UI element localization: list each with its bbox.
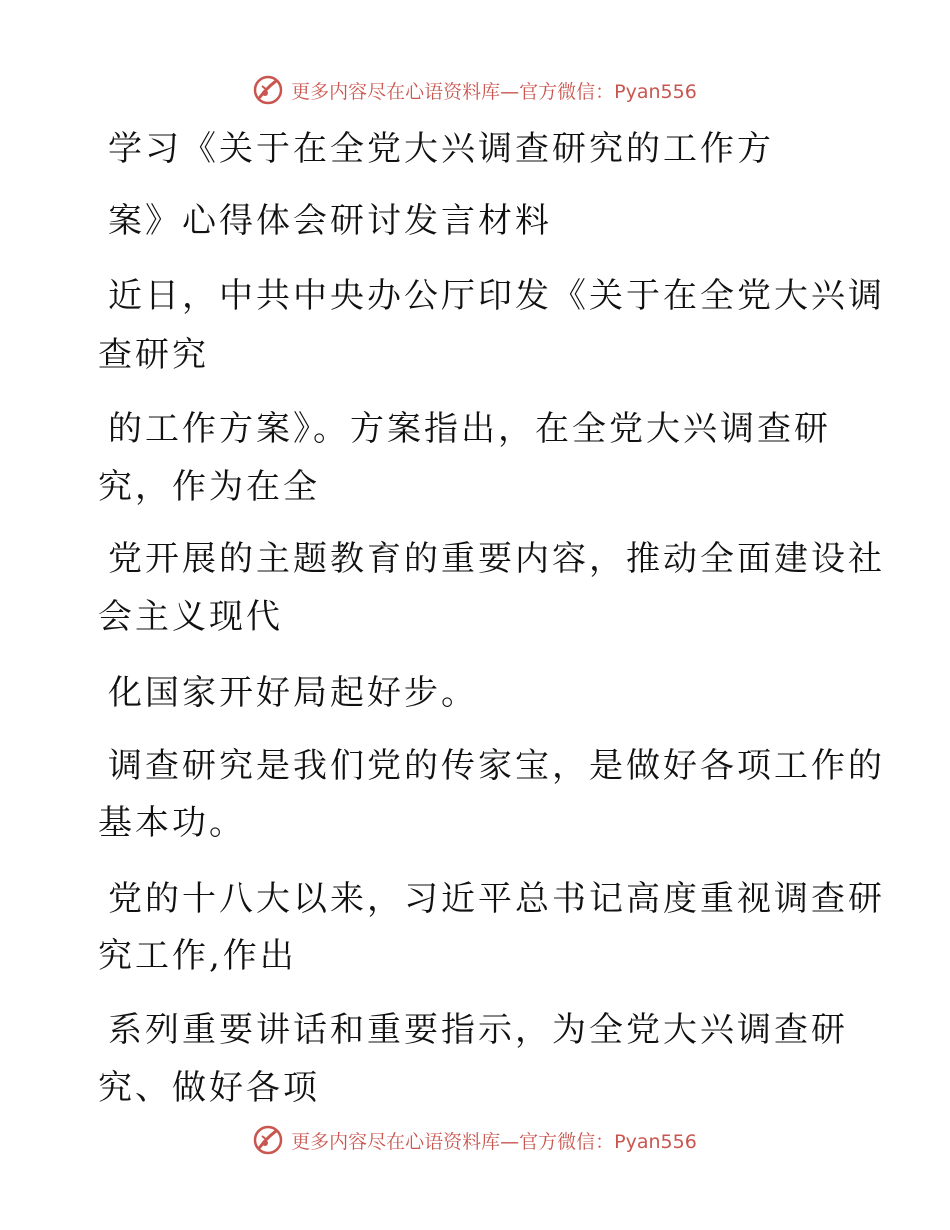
doc-line-6: 究，作为在全 <box>98 467 320 507</box>
doc-line-14: 系列重要讲话和重要指示，为全党大兴调查研 <box>108 1010 848 1050</box>
doc-line-4: 查研究 <box>98 335 209 375</box>
doc-line-10: 调查研究是我们党的传家宝，是做好各项工作的 <box>108 746 885 786</box>
doc-line-15: 究、做好各项 <box>98 1068 320 1108</box>
doc-line-8: 会主义现代 <box>98 597 283 637</box>
doc-line-9: 化国家开好局起好步。 <box>108 673 478 713</box>
doc-line-5: 的工作方案》。方案指出，在全党大兴调查研 <box>108 409 831 449</box>
doc-line-3: 近日，中共中央办公厅印发《关于在全党大兴调 <box>108 276 885 316</box>
doc-line-12: 党的十八大以来，习近平总书记高度重视调查研 <box>108 879 885 919</box>
doc-line-2: 案》心得体会研讨发言材料 <box>108 201 552 241</box>
doc-line-11: 基本功。 <box>98 803 246 843</box>
quill-seal-icon <box>253 1125 283 1155</box>
doc-line-7: 党开展的主题教育的重要内容，推动全面建设社 <box>108 539 885 579</box>
footer-brand-text: 更多内容尽在心语资料库—官方微信：Pyan556 <box>291 1130 697 1153</box>
doc-line-1: 学习《关于在全党大兴调查研究的工作方 <box>108 129 774 169</box>
header-brand-text: 更多内容尽在心语资料库—官方微信：Pyan556 <box>291 80 697 103</box>
footer-watermark <box>0 1121 950 1159</box>
doc-line-13: 究工作,作出 <box>98 936 297 976</box>
